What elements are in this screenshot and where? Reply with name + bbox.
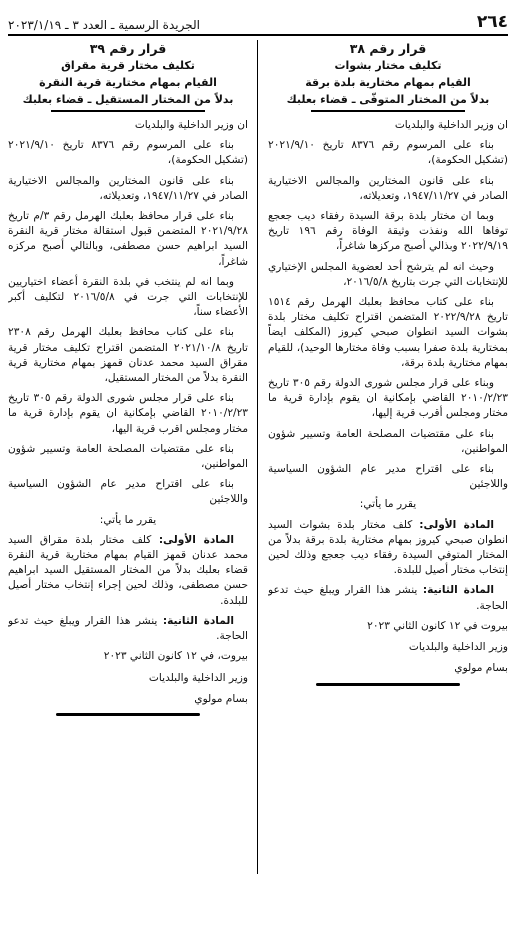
article-2-text: ينشر هذا القرار ويبلغ حيث تدعو الحاجة. [268,584,508,612]
decision-38-article-2 [268,583,508,613]
signer-title: وزير الداخلية والبلديات [408,641,508,654]
running-title: الجريدة الرسمية ـ العدد ٣ ـ ٢٠٢٣/١/١٩ [8,18,200,32]
signature-date: بيروت، في ١٢ كانون الثاني ٢٠٢٣ [103,650,248,663]
decision-39-signature [8,649,248,707]
decision-39-paragraph: وبما انه لم ينتخب في بلدة النقرة أعضاء اختياريين للإنتخابات التي جرت في ٢٠١٦/٥/٨ لتكليف أكبر الأعضاء سناً، [8,275,248,319]
decision-38-paragraph: بناء على مقتضيات المصلحة العامة وتسيير شؤون المواطنين، [268,427,508,455]
article-1-text: كلف مختار بلدة مقراق السيد محمد عدنان قمهز القيام بمهام مختارية قرية النقرة قضاء بعلبك بدلاً من المختار المستقيل السيد ابراهيم حسن مصطفى، وذلك لحين إجراء إنتخاب مختار أصيل للبلدة. [8,533,248,607]
decision-38-paragraph: وبما ان مختار بلدة برقة السيدة رفقاء ديب جعجع توفاها الله ونفذت وثيقة الوفاة رقم ١٩٦ تاريخ ٢٠٢٢/٩/١٩ وبذالي أصبح مركزها شاغراً، [268,210,508,253]
decision-38-paragraph: بناء على اقتراح مدير عام الشؤون السياسية واللاجئين [268,463,508,491]
decision-38-article-1 [268,518,508,579]
decision-38-paragraph: بناء على المرسوم رقم ٨٣٧٦ تاريخ ٢٠٢١/٩/١٠ (تشكيل الحكومة)، [268,139,508,167]
decision-38-paragraph: بناء على قانون المختارين والمجالس الاختيارية الصادر في ١٩٤٧/١١/٢٧، وتعديلاته، [268,174,508,202]
signer-name: بسام مولوي [194,692,248,705]
decision-39-paragraph: بناء على قرار مجلس شورى الدولة رقم ٣٠٥ تاريخ ٢٠١٠/٢/٢٣ القاضي بإمكانية ان يقوم بإدارة قرية ما مختار ومجلس اقرب قرية اليها، [8,392,248,435]
decision-39-title-block [8,40,248,112]
decision-38-line3: بدلاً من المختار المتوفّى ـ قضاء بعلبك [286,93,490,106]
decision-39-article-2 [8,614,248,644]
signer-name: بسام مولوي [454,662,508,675]
decision-39-preamble: ان وزير الداخلية والبلديات [134,119,248,131]
title-underline [51,110,205,112]
decision-39-paragraph: بناء على قانون المختارين والمجالس الاختيارية الصادر في ١٩٤٧/١١/٢٧، وتعديلاته، [8,174,248,202]
decision-38-preamble: ان وزير الداخلية والبلديات [394,119,508,131]
signature-date: بيروت في ١٢ كانون الثاني ٢٠٢٣ [367,619,508,632]
article-2-label: المادة الثانية: [422,584,494,597]
decision-39-paragraph: بناء على قرار محافظ بعلبك الهرمل رقم ٣/م تاريخ ٢٠٢١/٩/٢٨ المتضمن قبول استقالة مختار قرية النقرة السيد ابراهيم حسن مصطفى، وبالتالي أصبح مركزه شاغراً، [8,210,248,268]
decision-38-number: قرار رقم ٣٨ [349,41,427,56]
article-1-label: المادة الأولى: [158,533,234,546]
decision-38-line2: القيام بمهام مختارية بلدة برقة [305,76,471,89]
decision-38-signature [268,619,508,677]
decision-38-title-block [268,40,508,112]
column-divider [257,40,258,874]
decision-39-line2: القيام بمهام مختارية قرية النقرة [39,76,217,89]
decision-39-line3: بدلاً من المختار المستقيل ـ قضاء بعلبك [22,93,234,106]
article-1-text: كلف مختار بلدة بشوات السيد انطوان صبحي كيروز بمهام مختارية بلدة برقة بدلاً من المختار المتوفي السيدة رفقاء ديب جعجع وذلك لحين إنتخاب مختار أصيل للبلدة. [268,518,508,577]
page-header [8,6,508,36]
decision-38-subject: تكليف مختار بشوات [334,59,442,72]
decision-39-article-1 [8,533,248,609]
decision-39-paragraph: بناء على اقتراح مدير عام الشؤون السياسية واللاجئين [8,478,248,506]
decision-39-paragraph: بناء على كتاب محافظ بعلبك الهرمل رقم ٢٣٠٨ تاريخ ٢٠٢١/١٠/٨ المتضمن اقتراح تكليف مختار قرية مقراق السيد محمد عدنان قمهز بمهام مختارية قرية النقرة بدلاً من المختار المستقيل، [8,326,248,385]
decision-39-paragraph: بناء على المرسوم رقم ٨٣٧٦ تاريخ ٢٠٢١/٩/١٠ (تشكيل الحكومة)، [8,139,248,167]
decision-38-column [268,40,508,920]
page-number: ٢٦٤ [476,12,508,32]
signer-title: وزير الداخلية والبلديات [148,671,248,684]
decision-38-paragraph: بناء على كتاب محافظ بعلبك الهرمل رقم ١٥١٤ تاريخ ٢٠٢٢/٩/٢٨ المتضمن اقتراح تكليف مختار بلدة بشوات السيد انطوان صبحي كيروز (المكلف ايضاً بمختارية بلدة صفرا بسبب وفاة مختارها الوحيد)، للقيام بمهام مختارية بلدة برقة، [268,296,508,369]
decision-39-column [8,40,248,920]
decision-38-decides: يقرر ما يأتي: [359,498,417,511]
article-1-label: المادة الأولى: [419,518,494,531]
decision-38-paragraph: وبناء على قرار مجلس شورى الدولة رقم ٣٠٥ تاريخ ٢٠١٠/٢/٢٣ القاضي بإمكانية ان يقوم بإدارة قرية ما مختار ومجلس أقرب قرية إليها، [268,377,508,420]
decision-39-subject: تكليف مختار قرية مقراق [61,59,195,72]
end-rule [316,683,460,686]
title-underline [311,110,465,112]
decision-38-paragraph: وحيث انه لم يترشح أحد لعضوية المجلس الإختياري للإنتخابات التي جرت بتاريخ ٢٠١٦/٥/٨، [268,260,508,288]
decision-39-decides: يقرر ما يأتي: [99,513,157,526]
decision-39-paragraph: بناء على مقتضيات المصلحة العامة وتسيير شؤون المواطنين، [8,442,248,471]
end-rule [56,713,200,716]
article-2-label: المادة الثانية: [162,614,234,627]
article-2-text: ينشر هذا القرار ويبلغ حيث تدعو الحاجة. [8,614,248,643]
decision-39-number: قرار رقم ٣٩ [89,41,167,56]
